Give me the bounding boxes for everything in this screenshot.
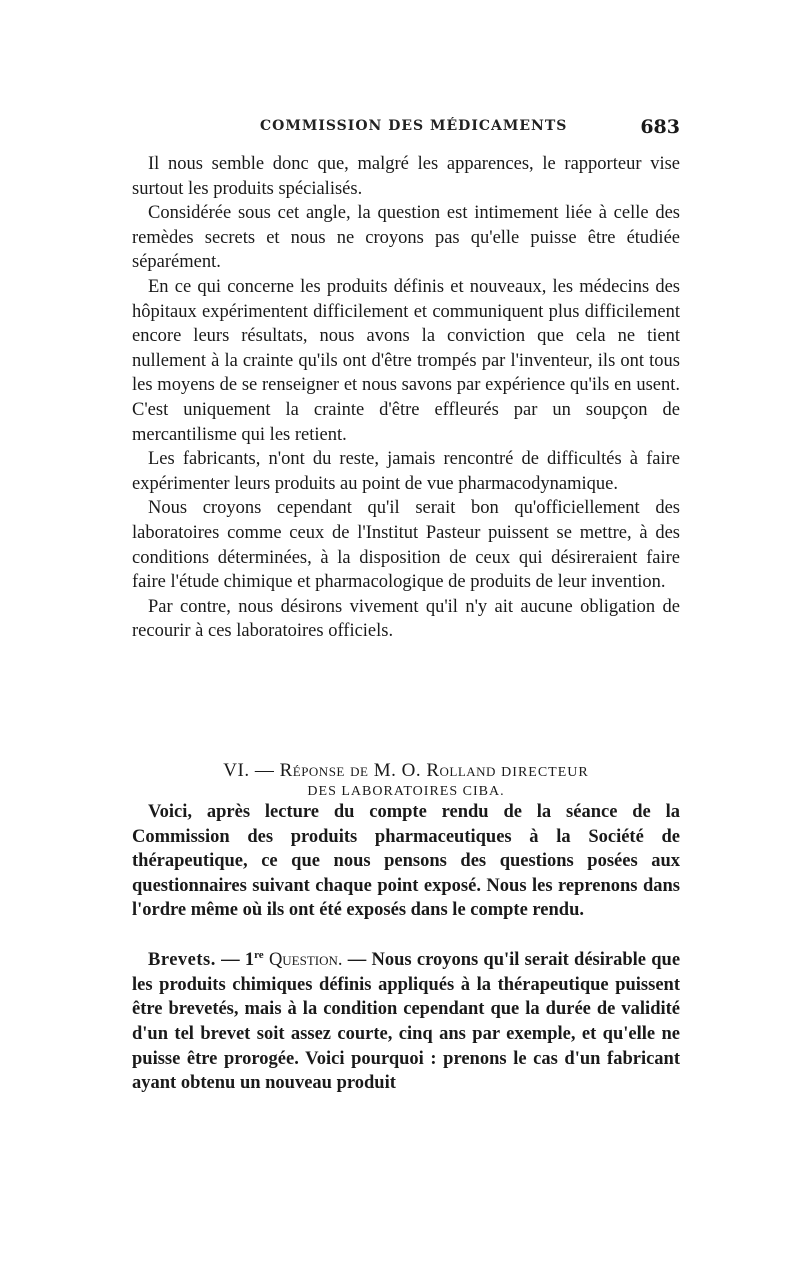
section-heading [132, 760, 680, 800]
paragraph: Il nous semble donc que, malgré les apparences, le rapporteur vise surtout les produits spécialisés. [132, 154, 680, 199]
question-number-digit: 1 [244, 950, 255, 971]
section-heading-line-1 [132, 760, 680, 782]
page-number: 683 [640, 116, 680, 138]
paragraph: En ce qui concerne les produits définis et nouveaux, les médecins des hôpitaux expérimentent difficilement et communiquent plus difficilement encore leurs résultats, nous avons la conviction que cela ne tient nullement à la crainte qu'ils ont d'être trompés par l'inventeur, ils ont tous les moyens de se renseigner et nous savons par expérience qu'ils en usent. C'est uniquement la crainte d'être effleurés par un soupçon de mercantilisme qui les retient. [132, 276, 680, 445]
bold-paragraph-intro: Voici, après lecture du compte rendu de la séance de la Commission des produits pharmaceutiques à la Société de thérapeutique, ce que nous pensons des questions posées aux questionnaires suivant chaque point exposé. Nous les reprenons dans l'ordre même où ils ont été exposés dans le compte rendu. [132, 802, 680, 921]
running-head [130, 118, 680, 142]
paragraph: Nous croyons cependant qu'il serait bon qu'officiellement des laboratoires comme ceux de l'Institut Pasteur puissent se mettre, à des conditions déterminées, à la disposition de ceux qui désireraient faire faire l'étude chimique et pharmacologique de produits de leur invention. [132, 498, 680, 593]
paragraph: Considérée sous cet angle, la question est intimement liée à celle des remèdes secrets et nous ne croyons pas qu'elle puisse être étudiée séparément. [132, 203, 680, 273]
section-title-caps: DIRECTEUR [501, 765, 589, 780]
running-title: COMMISSION DES MÉDICAMENTS [260, 118, 568, 134]
question-number [245, 950, 264, 970]
question-label: Question. [268, 950, 343, 971]
section-title: Réponse de M. O. Rolland [279, 760, 496, 781]
run-in-heading: Brevets. [148, 950, 216, 971]
section-numeral: VI. [223, 760, 250, 781]
bold-paragraph-question: Brevets. — 1re Question. — Nous croyons qu'il serait désirable que les produits chimiques définis appliqués à la thérapeutique puissent être brevetés, mais à la condition cependant que la durée de validité d'un tel brevet soit assez courte, cinq ans par exemple, et qu'elle ne puisse être prorogée. Voici pourquoi : prenons le cas d'un fabricant ayant obtenu un nouveau produit [132, 948, 681, 1094]
body-text [132, 152, 680, 644]
paragraph: Par contre, nous désirons vivement qu'il n'y ait aucune obligation de recourir à ces laboratoires officiels. [132, 596, 680, 642]
section-dash: — [254, 760, 275, 781]
bold-section-text [132, 800, 680, 1116]
paragraph: Les fabricants, n'ont du reste, jamais rencontré de difficultés à faire expérimenter leurs produits au point de vue pharmacodynamique. [132, 449, 680, 494]
question-text: Nous croyons qu'il serait désirable que les produits chimiques définis appliqués à la thérapeutique puissent être brevetés, mais à la condition cependant que la durée de validité d'un tel brevet soit assez courte, cinq ans par exemple, et qu'elle ne puisse être prorogée. Voici pourquoi : prenons le cas d'un fabricant ayant obtenu un nouveau produit [132, 950, 681, 1094]
section-heading-line-2: DES LABORATOIRES CIBA. [307, 784, 505, 799]
question-superscript: re [254, 948, 264, 961]
